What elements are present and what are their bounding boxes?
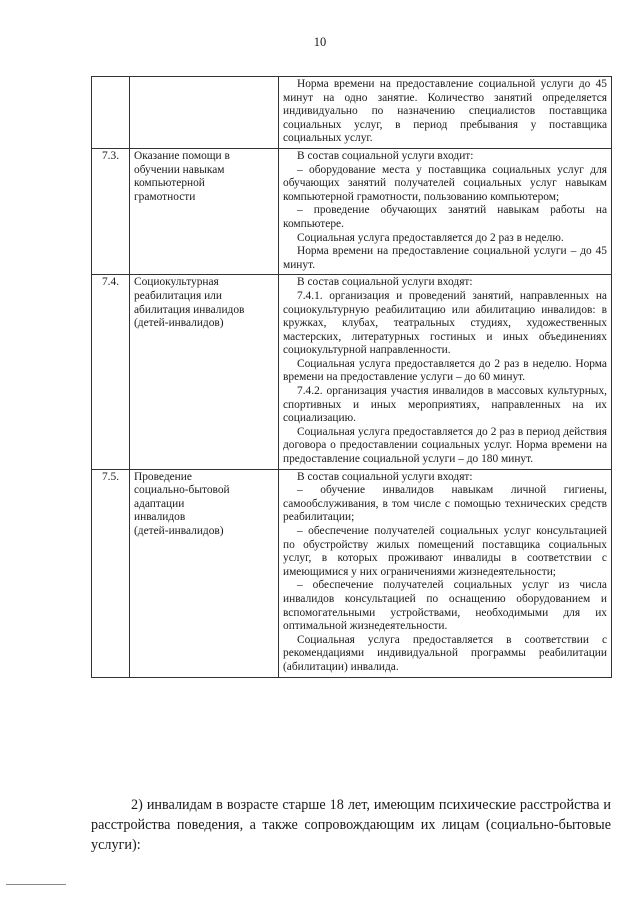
row-number: 7.4. bbox=[92, 275, 130, 469]
description-paragraph: В состав социальной услуги входят: bbox=[297, 470, 473, 483]
service-description bbox=[279, 77, 612, 149]
description-paragraph: – обеспечение получателей социальных услуг консультацией по обустройству жилых помещений поставщика социальных услуг, в которых проживают инвалиды в соответствии с имеющимися у них ограничениями жизнедеятельности; bbox=[283, 525, 607, 578]
service-name bbox=[130, 77, 279, 149]
description-paragraph: 7.4.1. организация и проведений занятий, направленных на социокультурную реабилитацию или абилитацию инвалидов: в кружках, клубах, театральных студиях, художественных мастерских, литературных гостиных и иных объединениях социокультурной направленности. bbox=[283, 289, 607, 357]
service-name-line: (детей-инвалидов) bbox=[134, 317, 224, 330]
service-name-line: компьютерной bbox=[134, 177, 205, 190]
description-paragraph: Социальная услуга предоставляется до 2 раз в период действия договора о предоставлении социальных услуг. Норма времени на предоставление социальной услуги – до 180 минут. bbox=[283, 425, 607, 466]
row-number: 7.5. bbox=[92, 469, 130, 677]
service-name bbox=[130, 469, 279, 677]
services-table-body bbox=[92, 77, 612, 678]
service-description bbox=[279, 148, 612, 274]
service-name-line: реабилитация или bbox=[134, 289, 222, 302]
description-paragraph: В состав социальной услуги входит: bbox=[297, 149, 474, 162]
service-description bbox=[279, 469, 612, 677]
service-name-line: грамотности bbox=[134, 190, 196, 203]
service-name-line: адаптации bbox=[134, 497, 185, 510]
service-name-line: абилитация инвалидов bbox=[134, 303, 245, 316]
service-name-line: Проведение bbox=[134, 470, 192, 483]
description-paragraph: – обучение инвалидов навыкам личной гигиены, самообслуживания, в том числе с помощью технических средств реабилитации; bbox=[283, 484, 607, 524]
service-name-line: Социокультурная bbox=[134, 276, 219, 289]
table-row bbox=[92, 469, 612, 677]
description-paragraph: Норма времени на предоставление социальной услуги – до 45 минут. bbox=[283, 245, 607, 271]
description-paragraph: – оборудование места у поставщика социальных услуг для обучающих занятий получателей социальных услуг навыкам компьютерной грамотности, пользованию компьютером; bbox=[283, 163, 607, 203]
footer-mark bbox=[6, 884, 66, 885]
service-name-line: (детей-инвалидов) bbox=[134, 525, 224, 537]
row-number: 7.3. bbox=[92, 148, 130, 274]
service-name-line: инвалидов bbox=[134, 511, 186, 524]
service-name-line: социально-бытовой bbox=[134, 484, 230, 497]
table-row bbox=[92, 148, 612, 274]
service-name-line: Оказание помощи в bbox=[134, 149, 230, 162]
section-2-intro: 2) инвалидам в возрасте старше 18 лет, имеющим психические расстройства и расстройства поведения, а также сопровождающим их лицам (социально-бытовые услуги): bbox=[91, 797, 611, 853]
services-table bbox=[91, 76, 612, 678]
description-paragraph: Социальная услуга предоставляется до 2 раз в неделю. Норма времени на предоставление услуги – до 60 минут. bbox=[283, 357, 607, 384]
description-paragraph: Социальная услуга предоставляется в соответствии с рекомендациями индивидуальной программы реабилитации (абилитации) инвалида. bbox=[283, 633, 607, 673]
description-paragraph: Норма времени на предоставление социальной услуги до 45 минут на одно занятие. Количество занятий определяется индивидуально по назначению специалистов поставщика социальных услуг, в период пребывания у поставщика социальных услуг. bbox=[283, 78, 607, 145]
description-paragraph: В состав социальной услуги входят: bbox=[297, 276, 473, 289]
description-paragraph: 7.4.2. организация участия инвалидов в массовых культурных, спортивных и иных мероприятиях, направленных на их социализацию. bbox=[283, 385, 607, 425]
service-description bbox=[279, 275, 612, 469]
service-name-line: обучении навыкам bbox=[134, 163, 225, 176]
page-number: 10 bbox=[313, 35, 327, 49]
table-row bbox=[92, 275, 612, 469]
service-name bbox=[130, 275, 279, 469]
service-name bbox=[130, 148, 279, 274]
row-number bbox=[92, 77, 130, 149]
description-paragraph: – проведение обучающих занятий навыкам работы на компьютере. bbox=[283, 204, 607, 230]
description-paragraph: Социальная услуга предоставляется до 2 раз в неделю. bbox=[297, 231, 564, 244]
description-paragraph: – обеспечение получателей социальных услуг из числа инвалидов консультацией по оснащению оборудованием и вспомогательными устройствами, необходимыми для их оптимальной жизнедеятельности. bbox=[283, 579, 607, 633]
table-row bbox=[92, 77, 612, 149]
